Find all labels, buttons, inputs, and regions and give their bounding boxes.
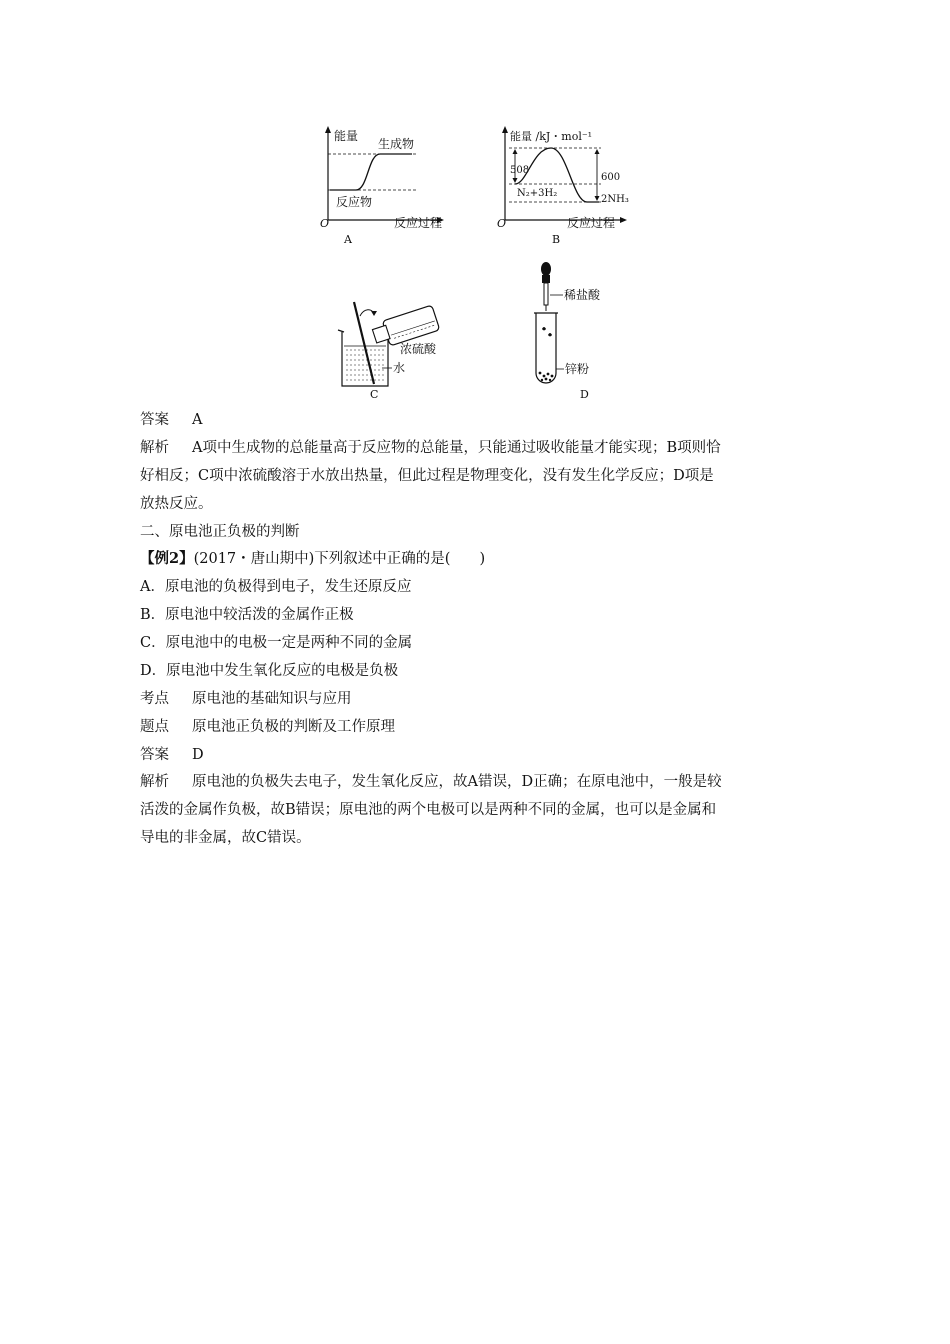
analysis-line: 导电的非金属，故C错误。 [140,830,311,846]
analysis-line [140,438,820,458]
x-axis-label: 反应过程 [567,216,616,230]
analysis-line [140,772,820,792]
product-label: 2NH₃ [601,194,629,205]
figure-c [330,290,460,402]
analysis-label: 解析 [140,440,169,456]
reactant-label: N₂+3H₂ [517,188,558,199]
figure-d [520,255,620,403]
kaodian-label: 考点 [140,691,169,707]
water-label: 水 [393,361,406,375]
figure-caption: A [344,233,352,246]
analysis-line: 活泼的金属作负极，故B错误；原电池的两个电极可以是两种不同的金属，也可以是金属和 [140,802,717,818]
x-axis-label: 反应过程 [394,216,443,230]
answer-line [140,410,820,430]
origin-label: O [497,217,507,230]
analysis-text: 原电池的负极失去电子，发生氧化反应，故A错误，D正确；在原电池中，一般是较 [192,774,722,790]
answer-line [140,745,820,765]
figure-caption: B [552,233,561,246]
powder-label: 锌粉 [565,362,590,376]
figure-caption: C [370,388,379,401]
kaodian-value: 原电池的基础知识与应用 [192,691,352,707]
analysis-label: 解析 [140,774,169,790]
right-value: 600 [601,172,621,183]
section-title: 二、原电池正负极的判断 [140,524,300,540]
analysis-line: 好相反；C项中浓硫酸溶于水放出热量，但此过程是物理变化，没有发生化学反应；D项是 [140,468,714,484]
figure-a [318,122,448,247]
tidian-label: 题点 [140,719,169,735]
option-c: C．原电池中的电极一定是两种不同的金属 [140,635,413,651]
acid-label: 浓硫酸 [400,342,437,356]
y-axis-label: 能量 [334,129,359,143]
figure-b [495,122,635,247]
answer-label: 答案 [140,412,169,428]
analysis-text: A项中生成物的总能量高于反应物的总能量，只能通过吸收能量才能实现；B项则恰 [192,440,721,456]
question-text: (2017・唐山期中)下列叙述中正确的是( ) [193,551,486,567]
answer-label: 答案 [140,747,169,763]
tidian-value: 原电池正负极的判断及工作原理 [192,719,395,735]
upper-label: 生成物 [378,137,415,151]
acid-label: 稀盐酸 [564,288,601,302]
analysis-line: 放热反应。 [140,496,213,512]
option-d: D．原电池中发生氧化反应的电极是负极 [140,663,399,679]
origin-label: O [320,217,330,230]
kaodian-line [140,689,820,709]
question-tag: 【例2】 [140,550,194,567]
figure-caption: D [580,388,589,401]
tidian-line [140,717,820,737]
answer-value: A [192,412,203,428]
lower-label: 反应物 [336,195,373,209]
y-axis-label: 能量 /kJ・mol⁻¹ [510,130,593,143]
left-value: 508 [510,165,530,176]
answer-value: D [192,747,204,763]
option-a: A．原电池的负极得到电子，发生还原反应 [140,579,412,595]
question-stem [140,549,820,569]
option-b: B．原电池中较活泼的金属作正极 [140,607,354,623]
